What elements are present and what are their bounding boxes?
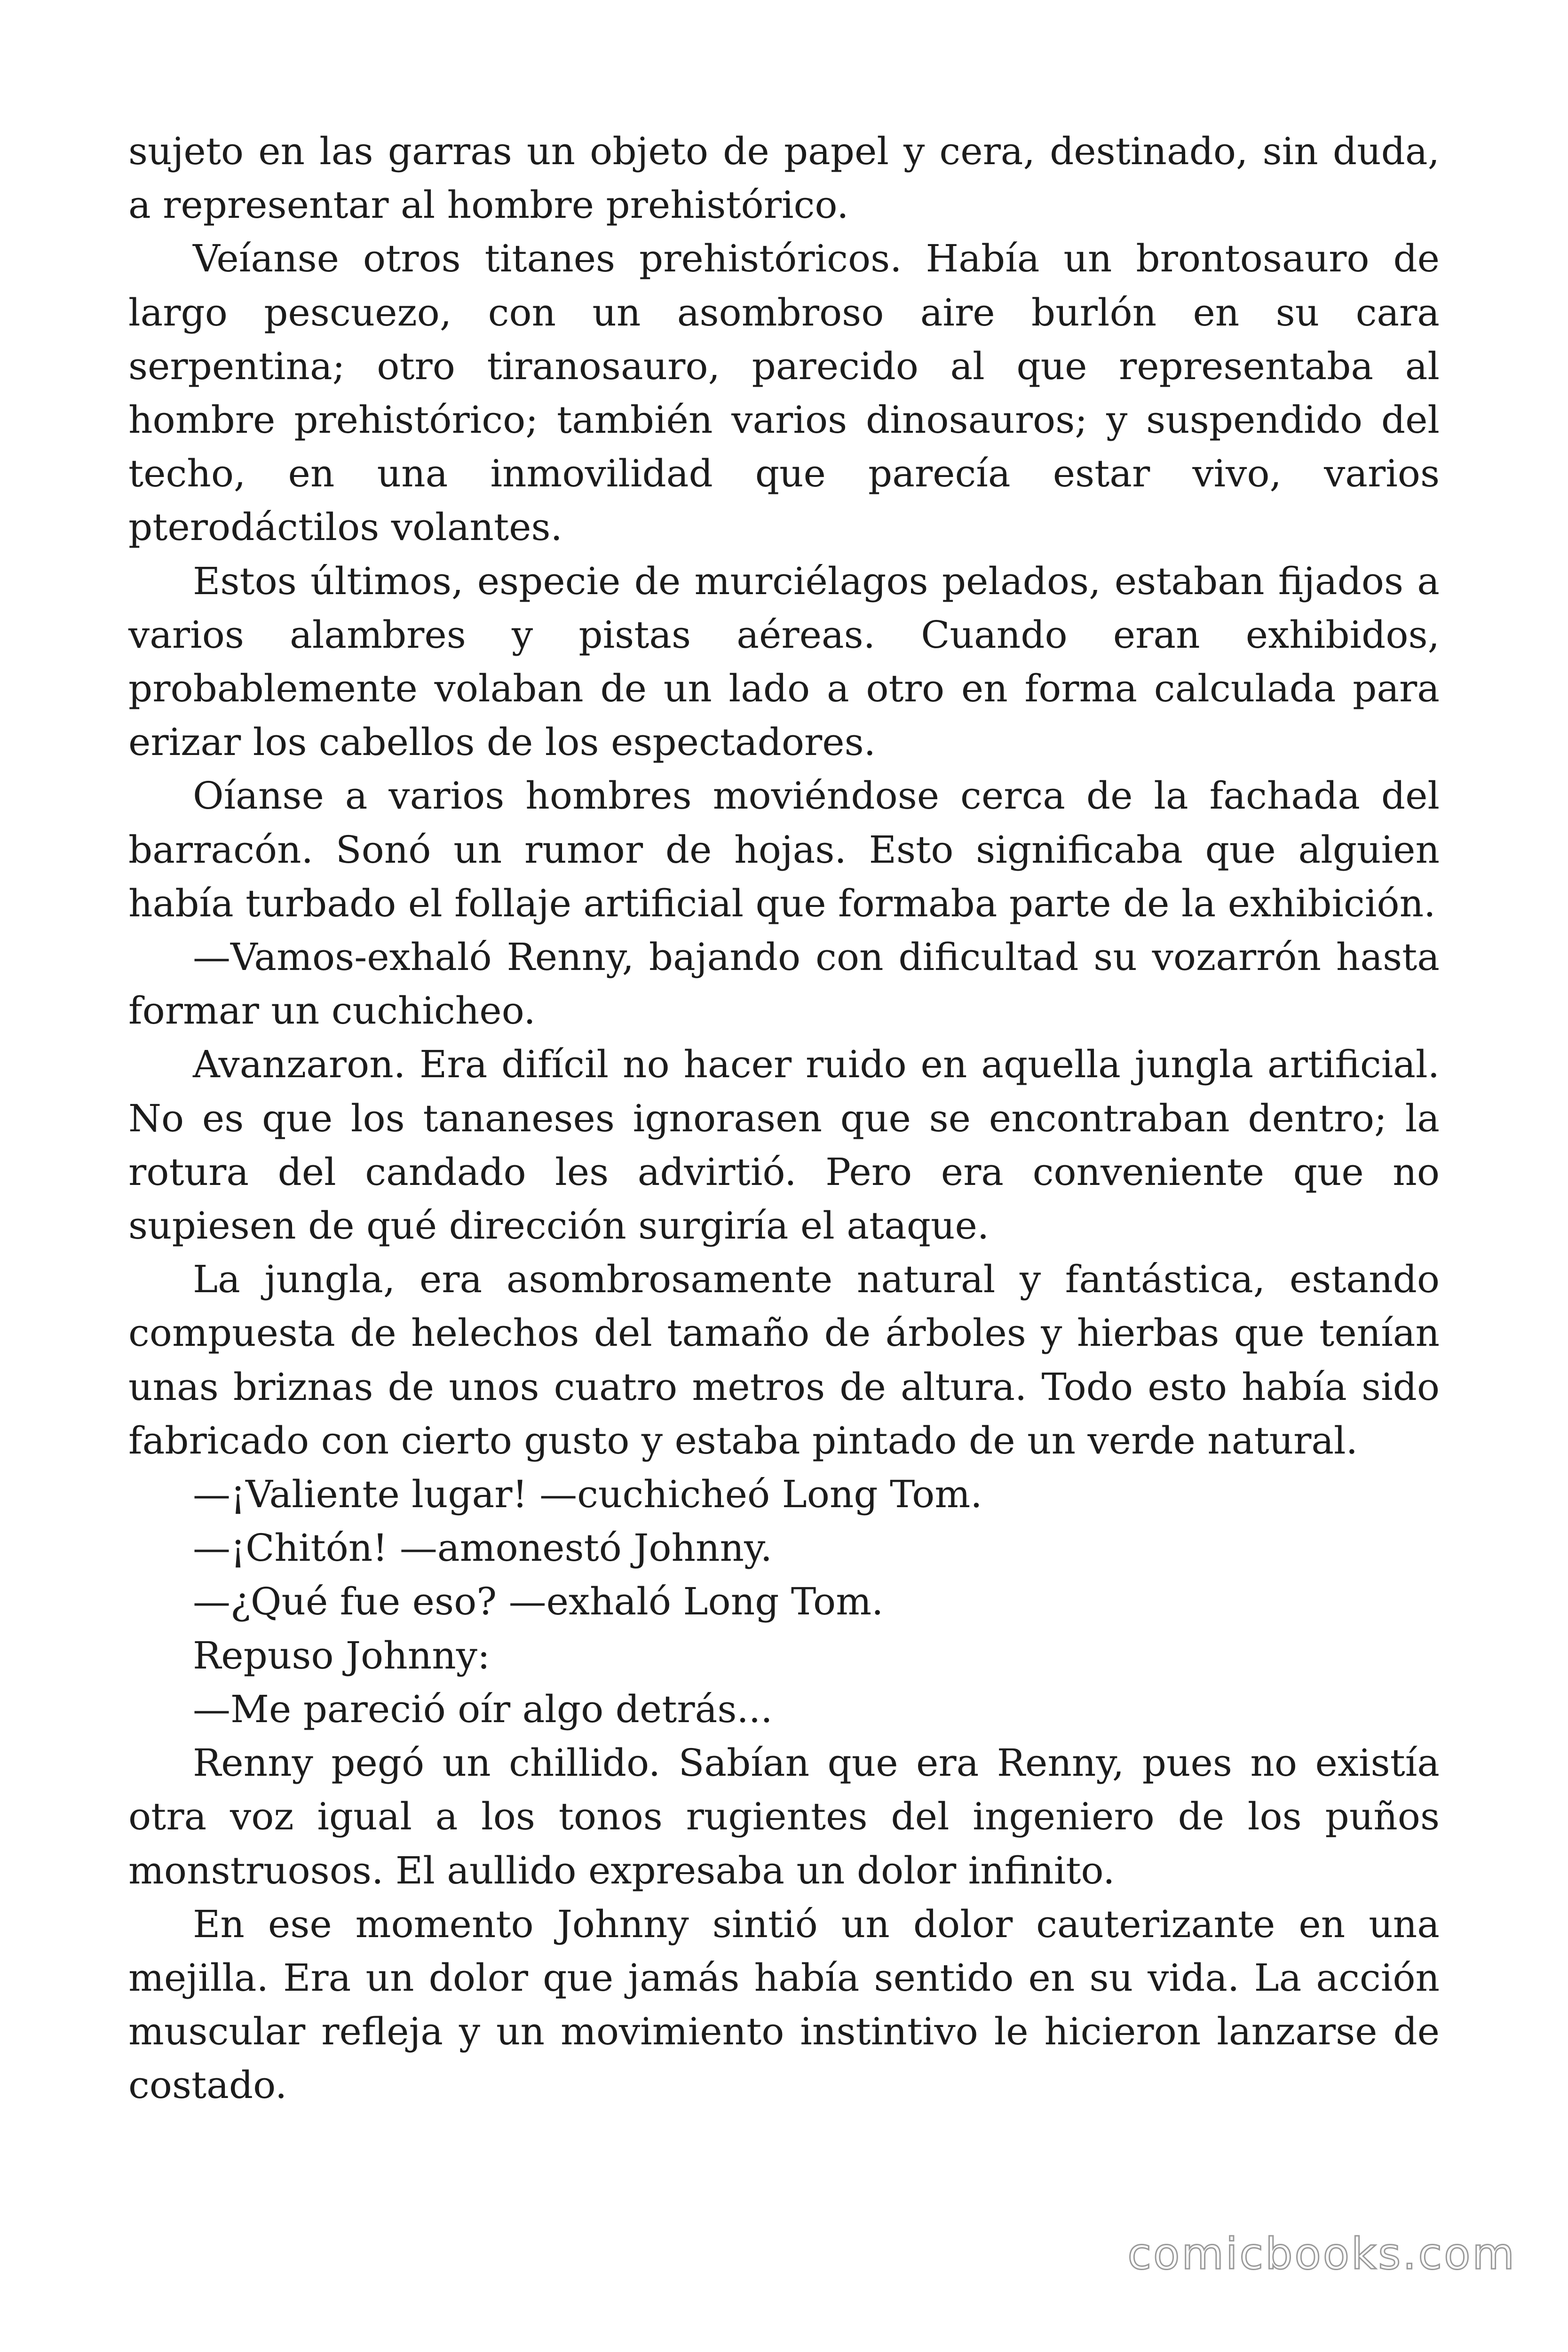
paragraph: Estos últimos, especie de murciélagos pelados, estaban fijados a varios alambres y pistas aéreas. Cuando eran exhibidos, probablemente volaban de un lado a otro en forma calculada para erizar los cabellos de los espectadores. xyxy=(128,559,1440,764)
paragraph: Repuso Johnny: xyxy=(193,1633,490,1677)
paragraph: En ese momento Johnny sintió un dolor cauterizante en una mejilla. Era un dolor que jamás había sentido en su vida. La acción muscular refleja y un movimiento instintivo le hicieron lanzarse de costado. xyxy=(128,1902,1440,2107)
watermark: comicbooks.com xyxy=(1127,2229,1516,2279)
paragraph: Veíanse otros titanes prehistóricos. Había un brontosauro de largo pescuezo, con un asombroso aire burlón en su cara serpentina; otro tiranosauro, parecido al que representaba al hombre prehistórico; también varios dinosauros; y suspendido del techo, en una inmovilidad que parecía estar vivo, varios pterodáctilos volantes. xyxy=(128,237,1440,549)
paragraph: La jungla, era asombrosamente natural y fantástica, estando compuesta de helechos del tamaño de árboles y hierbas que tenían unas briznas de unos cuatro metros de altura. Todo esto había sido fabricado con cierto gusto y estaba pintado de un verde natural. xyxy=(128,1257,1440,1462)
paragraph: —¿Qué fue eso? —exhaló Long Tom. xyxy=(193,1580,884,1624)
paragraph: sujeto en las garras un objeto de papel y cera, destinado, sin duda, a representar al hombre prehistórico. xyxy=(128,129,1440,227)
paragraph: Oíanse a varios hombres moviéndose cerca de la fachada del barracón. Sonó un rumor de hojas. Esto significaba que alguien había turbado el follaje artificial que formaba parte de la exhibición. xyxy=(128,774,1440,925)
paragraph: —¡Chitón! —amonestó Johnny. xyxy=(193,1526,773,1570)
paragraph: Avanzaron. Era difícil no hacer ruido en aquella jungla artificial. No es que los tananeses ignorasen que se encontraban dentro; la rotura del candado les advirtió. Pero era conveniente que no supiesen de qué dirección surgiría el ataque. xyxy=(128,1042,1440,1248)
paragraph: —Vamos-exhaló Renny, bajando con dificultad su vozarrón hasta formar un cuchicheo. xyxy=(128,935,1440,1033)
paragraph: Renny pegó un chillido. Sabían que era Renny, pues no existía otra voz igual a los tonos rugientes del ingeniero de los puños monstruosos. El aullido expresaba un dolor infinito. xyxy=(128,1741,1440,1892)
paragraph: —¡Valiente lugar! —cuchicheó Long Tom. xyxy=(193,1472,982,1517)
page-text xyxy=(128,125,1440,2113)
paragraph: —Me pareció oír algo detrás... xyxy=(193,1687,773,1731)
